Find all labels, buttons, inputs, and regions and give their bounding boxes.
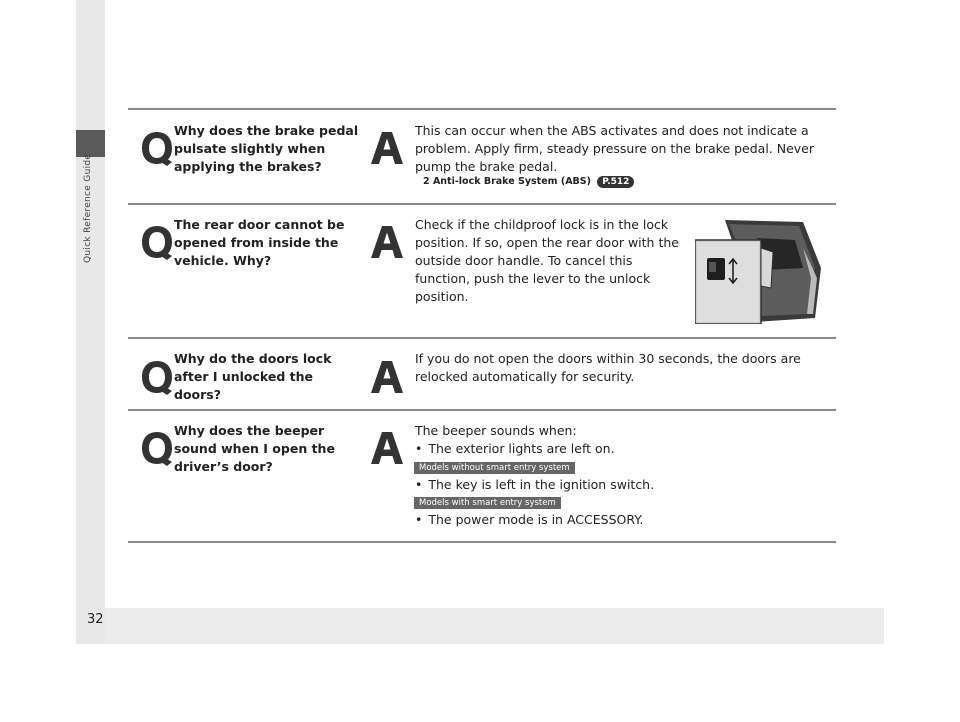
q-icon: [140, 430, 174, 466]
a-icon: [370, 130, 404, 166]
q-icon: [140, 224, 174, 260]
divider: [128, 409, 836, 411]
footer-band: [105, 608, 884, 644]
answer-text: Check if the childproof lock is in the lock position. If so, open the rear door with the outside door handle. To cancel this function, push the lever to the unlock position.: [415, 217, 679, 304]
q-icon: [140, 130, 174, 166]
divider: [128, 108, 836, 110]
model-tag: Models with smart entry system: [414, 497, 561, 509]
divider: [128, 541, 836, 543]
divider: [128, 203, 836, 205]
model-tag: Models without smart entry system: [414, 462, 575, 474]
a-icon: [370, 224, 404, 260]
list-item: • The power mode is in ACCESSORY.: [415, 511, 643, 529]
question-text: The rear door cannot be opened from inside the vehicle. Why?: [174, 217, 345, 268]
list-item: • The exterior lights are left on.: [415, 440, 615, 458]
divider: [128, 337, 836, 339]
answer-text: This can occur when the ABS activates and does not indicate a problem. Apply firm, steady pressure on the brake pedal. Never pump the brake pedal.: [415, 123, 815, 174]
question-text: Why do the doors lock after I unlocked the doors?: [174, 351, 332, 402]
page-number: 32: [87, 612, 104, 627]
a-icon: [370, 359, 404, 395]
answer-text: If you do not open the doors within 30 seconds, the doors are relocked automatically for security.: [415, 351, 801, 384]
sidebar-label: Quick Reference Guide: [83, 154, 93, 264]
childproof-lock-illustration: [695, 218, 825, 324]
sidebar: [76, 0, 105, 644]
xref-arrow-icon: 2: [423, 176, 430, 187]
xref-text[interactable]: Anti-lock Brake System (ABS): [432, 176, 591, 187]
cross-reference: [423, 176, 634, 188]
answer-intro: The beeper sounds when:: [415, 423, 577, 438]
xref-page-pill[interactable]: P.512: [597, 176, 634, 188]
a-icon: [370, 430, 404, 466]
sidebar-tab-marker: [76, 130, 105, 157]
question-text: Why does the brake pedal pulsate slightly when applying the brakes?: [174, 123, 359, 174]
question-text: Why does the beeper sound when I open the driver’s door?: [174, 423, 335, 474]
list-item: • The key is left in the ignition switch.: [415, 476, 654, 494]
q-icon: [140, 359, 174, 395]
